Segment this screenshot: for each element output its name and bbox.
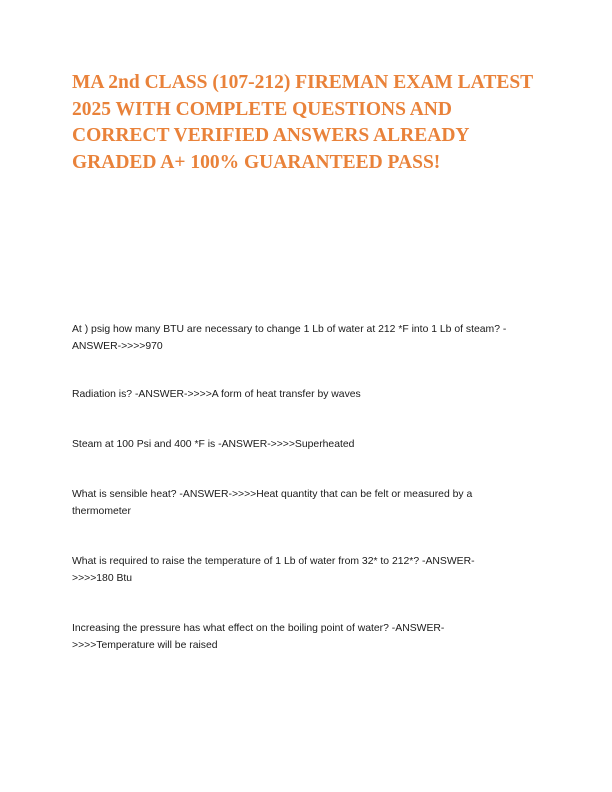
qa-line: Increasing the pressure has what effect on the boiling point of water? -ANSWER- (72, 623, 445, 634)
qa-item (72, 387, 540, 404)
qa-item (72, 437, 540, 454)
qa-item (72, 621, 540, 654)
qa-line: At ) psig how many BTU are necessary to change 1 Lb of water at 212 *F into 1 Lb of steam? - (72, 324, 507, 335)
qa-line: Steam at 100 Psi and 400 *F is -ANSWER->>>>Superheated (72, 439, 355, 450)
qa-item (72, 322, 540, 355)
qa-line: Radiation is? -ANSWER->>>>A form of heat transfer by waves (72, 389, 361, 400)
qa-line: What is sensible heat? -ANSWER->>>>Heat quantity that can be felt or measured by a (72, 489, 473, 500)
qa-line: >>>>180 Btu (72, 572, 133, 584)
qa-line: ANSWER->>>>970 (72, 340, 163, 352)
qa-line: >>>>Temperature will be raised (72, 639, 218, 651)
qa-item (72, 554, 540, 587)
qa-item (72, 487, 540, 520)
qa-line: thermometer (72, 505, 131, 517)
qa-line: What is required to raise the temperature of 1 Lb of water from 32* to 212*? -ANSWER- (72, 556, 475, 567)
document-title: MA 2nd CLASS (107-212) FIREMAN EXAM LATEST 2025 WITH COMPLETE QUESTIONS AND CORRECT VERIFIED ANSWERS ALREADY GRADED A+ 100% GUARANTEED PASS! (72, 72, 533, 173)
